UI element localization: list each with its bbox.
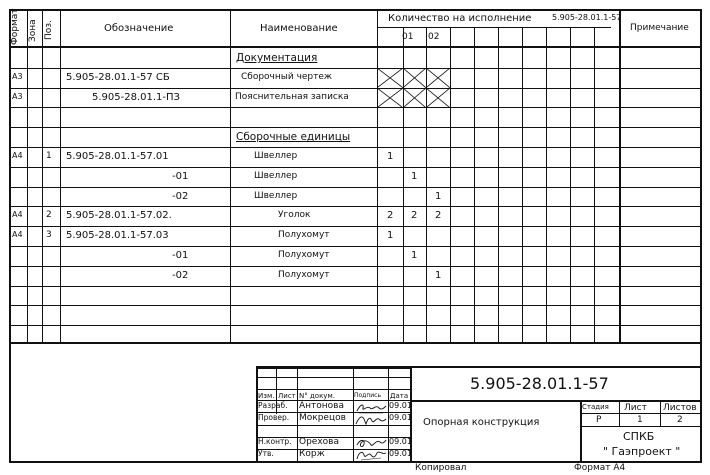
header-doc-ref: 5.905-28.01.1-57 (552, 13, 622, 22)
header-quantity: Количество на исполнение (388, 13, 532, 24)
row-format: A3 (12, 72, 23, 81)
row-line (9, 325, 701, 326)
col-line-name (230, 9, 231, 343)
row-format: A4 (12, 230, 23, 239)
col-line-pos (42, 9, 43, 343)
row-pos: 1 (46, 151, 52, 161)
row-qty: 1 (387, 230, 394, 241)
row-qty: 1 (411, 250, 418, 261)
header-format: Формат (10, 8, 20, 45)
stamp-sheet-value: 1 (637, 415, 643, 425)
stamp-doc-number: 5.905-28.01.1-57 (470, 374, 609, 393)
stamp-col-date-label: Дата (390, 392, 409, 400)
row-qty: 1 (435, 270, 442, 281)
stamp-sheets-value: 2 (677, 415, 683, 425)
cross-mark (403, 68, 426, 88)
row-name: Полухомут (278, 250, 330, 260)
stamp-sheet-label: Лист (624, 403, 647, 413)
cross-mark (426, 68, 450, 88)
header-designation: Обозначение (104, 23, 174, 34)
row-designation: -01 (172, 171, 189, 182)
row-name: Документация (236, 52, 318, 64)
row-line (9, 226, 701, 227)
footer-copied: Копировал (415, 463, 467, 473)
row-format: A4 (12, 151, 23, 160)
row-name: Сборочные единицы (236, 131, 351, 143)
stamp-person: Мокрецов (299, 413, 346, 423)
stamp-stage-mid (580, 413, 701, 414)
frame-left-line (9, 9, 11, 463)
row-line (9, 206, 701, 207)
row-line (9, 246, 701, 247)
row-name: Пояснительная записка (235, 92, 349, 102)
stamp-role: Провер. (258, 413, 290, 422)
col-line-designation (60, 9, 61, 343)
stamp-row-line (256, 425, 411, 426)
header-note: Примечание (630, 23, 689, 33)
stamp-col-sign-label: Подпись (354, 392, 381, 399)
header-bottom-line (9, 46, 701, 48)
stamp-row-line (256, 377, 411, 378)
cross-mark (377, 88, 403, 108)
qty-col-line (522, 27, 523, 342)
footer-format: Формат А4 (574, 463, 626, 473)
row-pos: 3 (46, 230, 52, 240)
stamp-person: Антонова (299, 401, 344, 411)
qty-col-line (474, 27, 475, 342)
stamp-stage-value: Р (596, 415, 602, 425)
stamp-col-izm: Изм. (258, 392, 275, 400)
stamp-stage-bottom (580, 426, 701, 427)
row-name: Швеллер (254, 191, 298, 201)
stamp-role: Утв. (258, 449, 274, 458)
frame-top-line (9, 9, 701, 11)
qty-col-line (570, 27, 571, 342)
row-designation: -02 (172, 191, 189, 202)
stamp-role: Разраб. (258, 401, 288, 410)
row-line (9, 147, 701, 148)
stamp-row-line (256, 389, 411, 390)
row-line (9, 187, 701, 188)
stamp-col-doc (297, 366, 298, 462)
stamp-title: Опорная конструкция (423, 417, 540, 428)
signature-korzh (355, 449, 387, 461)
row-designation: 5.905-28.01.1-57 СБ (66, 72, 170, 83)
row-name: Полухомут (278, 230, 330, 240)
stamp-sheets-label: Листов (663, 403, 697, 413)
stamp-role: Н.контр. (258, 437, 292, 446)
stamp-date: 09.01 (389, 413, 412, 422)
col-line-zone (27, 9, 28, 343)
row-name: Уголок (278, 210, 311, 220)
stamp-date: 09.01 (389, 437, 412, 446)
stamp-person: Орехова (299, 437, 339, 447)
row-qty: 1 (435, 191, 442, 202)
header-zone: Зона (28, 19, 38, 42)
qty-col-line (594, 27, 595, 342)
row-qty: 1 (387, 151, 394, 162)
row-qty: 2 (411, 210, 418, 221)
quantity-subheader-line (377, 27, 611, 28)
row-line (9, 88, 701, 89)
row-name: Швеллер (254, 171, 298, 181)
cross-mark (426, 88, 450, 108)
header-pos: Поз. (44, 20, 54, 40)
signature-orekhova (355, 437, 387, 449)
header-variant-01: 01 (402, 32, 414, 42)
row-format: A4 (12, 210, 23, 219)
signature-antonova (355, 402, 387, 414)
stamp-row-line (256, 449, 411, 450)
stamp-docnum-bottom (410, 400, 701, 402)
row-name: Швеллер (254, 151, 298, 161)
stamp-row-line (256, 368, 411, 369)
row-designation: 5.905-28.01.1-57.02. (66, 210, 172, 221)
row-format: A3 (12, 92, 23, 101)
cross-mark (403, 88, 426, 108)
stamp-date: 09.01 (389, 449, 412, 458)
stamp-org-line1: СПКБ (623, 430, 655, 443)
row-line (9, 167, 701, 168)
row-designation: 5.905-28.01.1-57.03 (66, 230, 169, 241)
row-pos: 2 (46, 210, 52, 220)
row-line (9, 286, 701, 287)
row-designation: 5.905-28.01.1-57.01 (66, 151, 169, 162)
stamp-col-list-label: Лист (278, 392, 296, 400)
header-variant-02: 02 (428, 32, 440, 42)
qty-col-line (498, 27, 499, 342)
signature-mokretsov (355, 414, 387, 426)
stamp-date: 09.01 (389, 401, 412, 410)
col-line-quantity (377, 9, 378, 343)
row-designation: -02 (172, 270, 189, 281)
row-qty: 2 (435, 210, 442, 221)
qty-col-line (546, 27, 547, 342)
row-line (9, 107, 701, 108)
row-name: Полухомут (278, 270, 330, 280)
row-qty: 2 (387, 210, 394, 221)
col-line-note (619, 9, 621, 343)
header-name: Наименование (260, 23, 338, 34)
stamp-person: Корж (299, 449, 325, 459)
row-name: Сборочный чертеж (241, 72, 333, 82)
stamp-col-sign (353, 366, 354, 462)
row-qty: 1 (411, 171, 418, 182)
row-designation: 5.905-28.01.1-ПЗ (92, 92, 180, 103)
stamp-stage-label: Стадия (582, 403, 609, 411)
row-line (9, 305, 701, 306)
row-line (9, 266, 701, 267)
cross-mark (377, 68, 403, 88)
stamp-org-line2: " Гаэпроект " (603, 445, 681, 458)
stamp-col-doc-label: N° докум. (299, 392, 335, 400)
frame-right-line (700, 9, 702, 463)
qty-col-line (450, 27, 451, 342)
row-line (9, 127, 701, 128)
table-bottom-line (9, 342, 701, 344)
row-designation: -01 (172, 250, 189, 261)
row-line (9, 68, 701, 69)
